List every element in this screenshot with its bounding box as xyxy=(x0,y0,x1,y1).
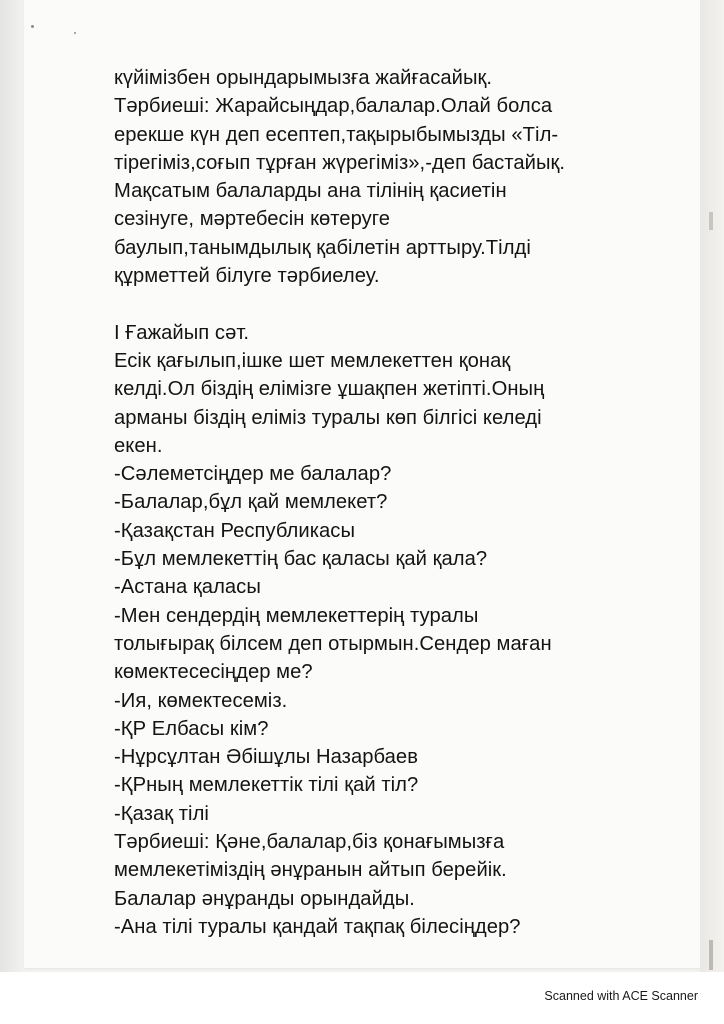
text-line: -Ана тілі туралы қандай тақпақ білесіңдер? xyxy=(114,915,521,938)
text-line: -ҚР Елбасы кім? xyxy=(114,717,269,740)
text-line: Балалар әнұранды орындайды. xyxy=(114,887,415,910)
text-line: сезінуге, мәртебесін көтеруге xyxy=(114,208,391,231)
text-line: -Балалар,бұл қай мемлекет? xyxy=(114,491,388,514)
text-line: мемлекетіміздің әнұранын айтып берейік. xyxy=(114,859,507,882)
text-line: -ҚРның мемлекеттік тілі қай тіл? xyxy=(114,774,419,797)
text-line: құрметтей білуге тәрбиелеу. xyxy=(114,265,380,288)
text-line: -Мен сендердің мемлекеттерің туралы xyxy=(114,604,479,627)
text-line: арманы біздің еліміз туралы көп білгісі келеді xyxy=(114,406,542,429)
text-line: -Сәлеметсіңдер ме балалар? xyxy=(114,463,392,486)
scanner-watermark-caption: Scanned with ACE Scanner xyxy=(544,989,698,1003)
text-line: Тәрбиеші: Жарайсыңдар,балалар.Олай болса xyxy=(114,95,553,118)
text-line: тірегіміз,соғып тұрған жүрегіміз»,-деп бастайық. xyxy=(114,151,566,174)
text-line: -Қазақ тілі xyxy=(114,802,209,825)
text-line: -Бұл мемлекеттің бас қаласы қай қала? xyxy=(114,548,488,571)
text-line: -Қазақстан Республикасы xyxy=(114,519,356,542)
text-line: ерекше күн деп есептеп,тақырыбымызды «Тіл- xyxy=(114,123,559,146)
text-line: Есік қағылып,ішке шет мемлекеттен қонақ xyxy=(114,349,511,372)
paper-right-edge xyxy=(700,0,724,972)
text-line: -Астана қаласы xyxy=(114,576,261,599)
edge-mark xyxy=(709,212,713,230)
text-line: -Ия, көмектесеміз. xyxy=(114,689,288,712)
dust-speck xyxy=(31,25,34,28)
document-body-text xyxy=(114,64,694,941)
text-line: толығырақ білсем деп отырмын.Сендер маған xyxy=(114,632,552,655)
text-line: -Нұрсұлтан Әбішұлы Назарбаев xyxy=(114,746,418,769)
text-line: екен. xyxy=(114,434,163,457)
text-line: күйімізбен орындарымызға жайғасайық. xyxy=(114,67,493,89)
text-line: Мақсатым балаларды ана тілінің қасиетін xyxy=(114,180,507,203)
dust-speck xyxy=(74,32,76,34)
scan-left-shadow xyxy=(0,0,22,972)
text-line: І Ғажайып сәт. xyxy=(114,321,250,344)
blank-line xyxy=(114,290,694,318)
text-line: баулып,танымдылық қабілетін арттыру.Тілді xyxy=(114,236,531,259)
text-line: көмектесесіңдер ме? xyxy=(114,661,313,684)
text-line: келді.Ол біздің елімізге ұшақпен жетіпті.Оның xyxy=(114,378,545,401)
text-line: Тәрбиеші: Қәне,балалар,біз қонағымызға xyxy=(114,831,505,854)
edge-mark xyxy=(709,940,713,970)
